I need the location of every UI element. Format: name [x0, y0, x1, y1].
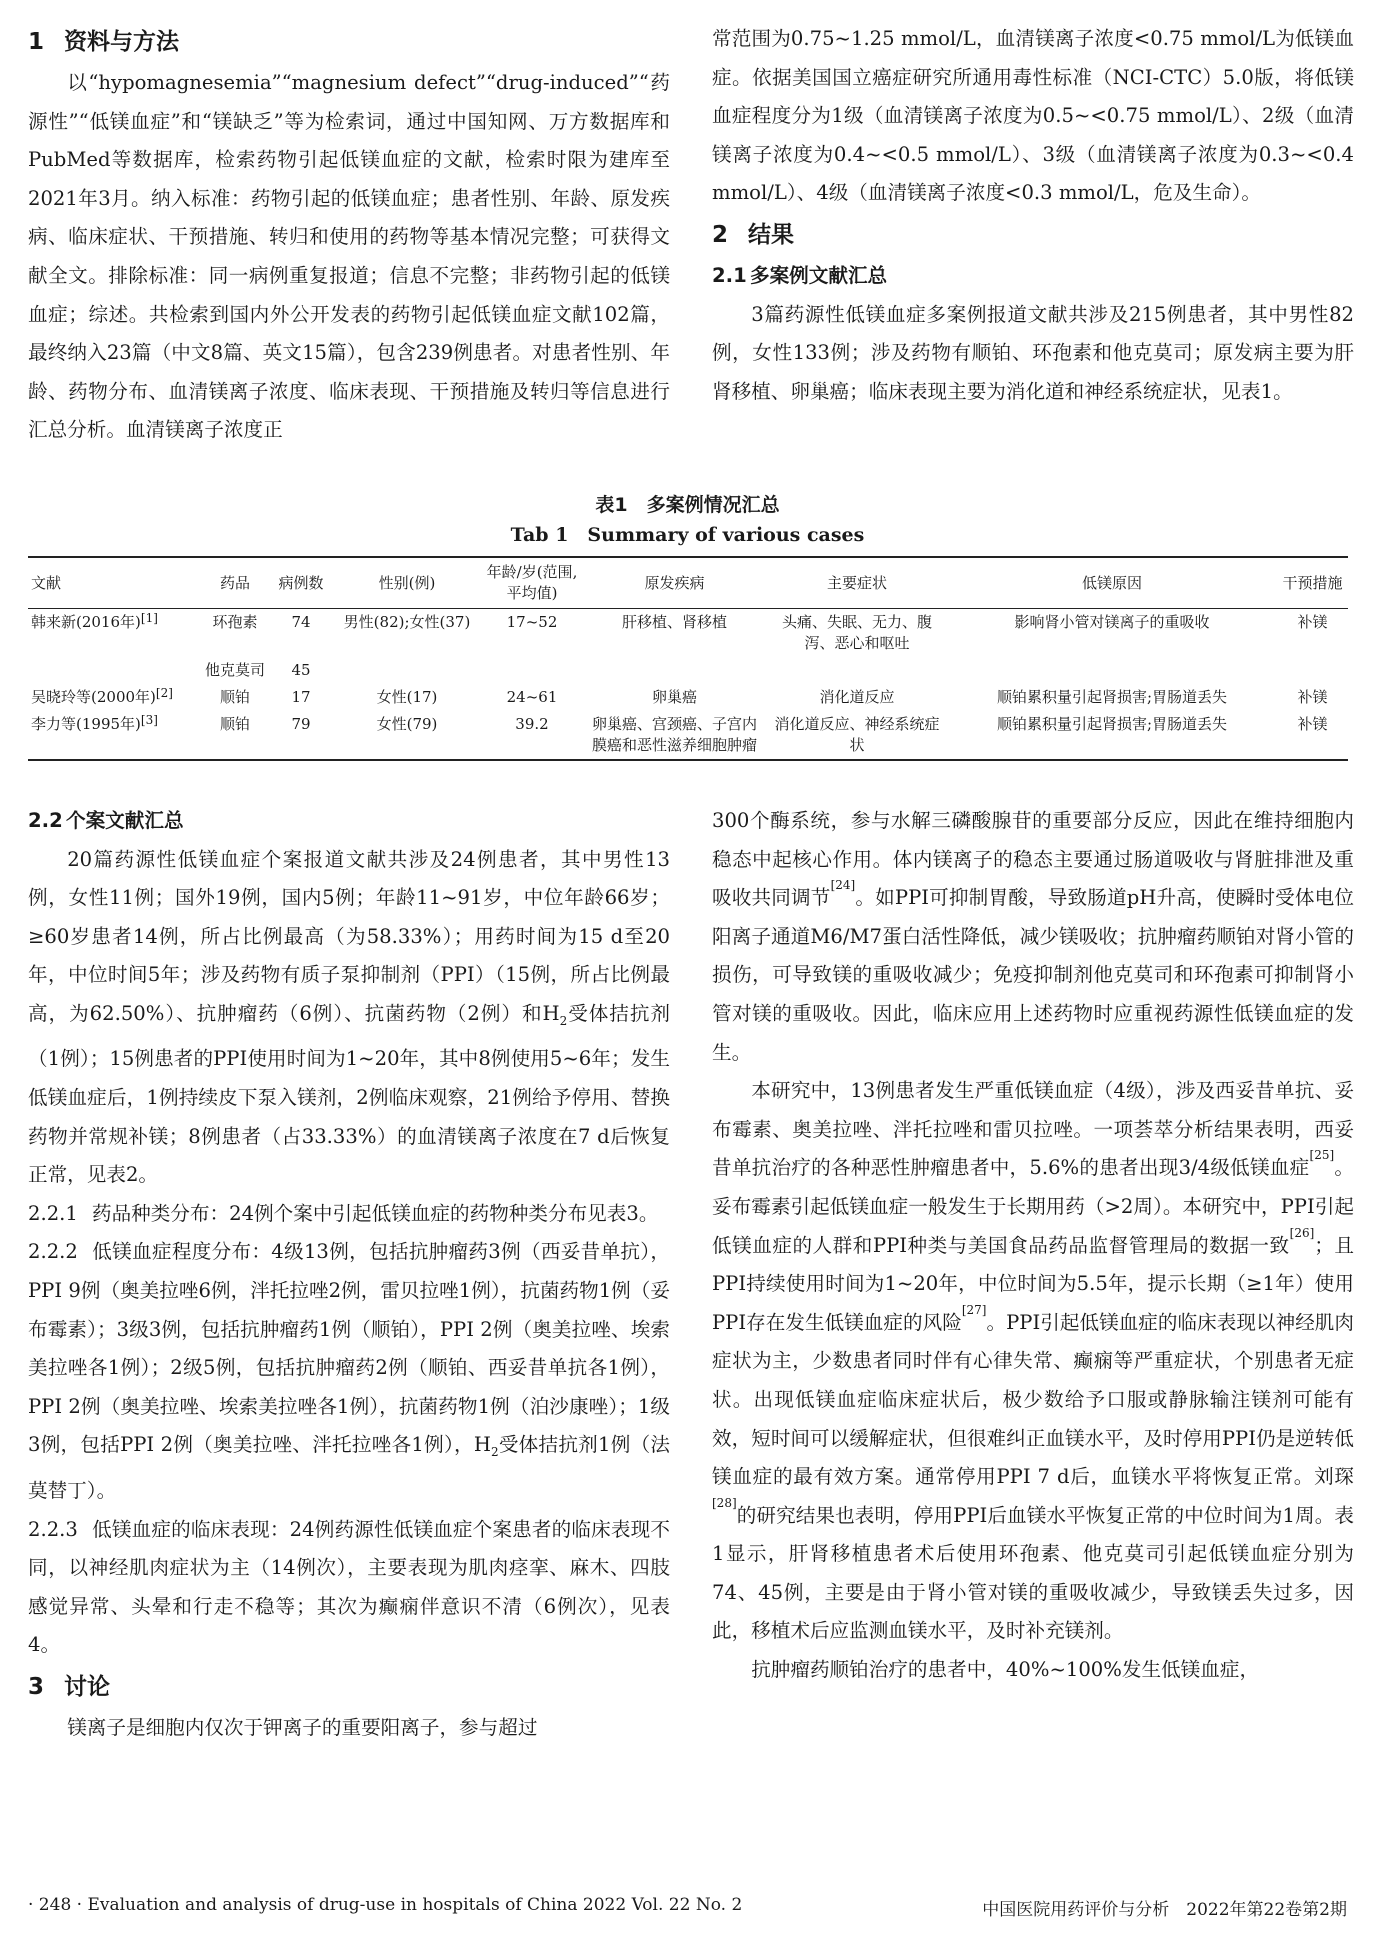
header-drug: 药品	[219, 573, 250, 592]
cell-sex: 女性(17)	[376, 688, 438, 706]
subsection-number: 2.2.3	[28, 1517, 78, 1541]
cell-sex: 女性(79)	[376, 715, 438, 733]
cell-cause: 顺铂累积量引起肾损害;胃肠道丢失	[996, 715, 1228, 733]
reference-text: 李力等(1995年)	[31, 715, 141, 733]
citation: [28]	[712, 1495, 737, 1510]
subscript: 2	[490, 1445, 499, 1460]
cell-disease: 卵巢癌	[651, 688, 697, 706]
cell-symptom: 消化道反应	[819, 688, 895, 706]
reference-text: 吴晓玲等(2000年)	[31, 688, 156, 706]
right-column-top	[712, 20, 1354, 411]
header-reference: 文献	[31, 573, 62, 592]
section-number: 2	[712, 221, 729, 248]
header-sex: 性别(例)	[378, 573, 436, 592]
cell-cases: 17	[291, 688, 311, 706]
subsection-title: 多案例文献汇总	[750, 263, 888, 287]
cell-drug: 顺铂	[219, 715, 250, 733]
section-2-heading	[712, 213, 1354, 257]
cell-cause	[947, 657, 1277, 684]
table-row	[28, 609, 1348, 658]
section-3-heading	[28, 1665, 670, 1709]
header-disease: 原发疾病	[644, 573, 705, 592]
cell-age: 17~52	[506, 613, 558, 631]
single-case-paragraph	[28, 841, 670, 1195]
cell-age	[482, 657, 582, 684]
section-number: 3	[28, 1673, 45, 1700]
cell-cause: 顺铂累积量引起肾损害;胃肠道丢失	[996, 688, 1228, 706]
header-cases: 病例数	[278, 573, 324, 592]
header-cause: 低镁原因	[1081, 573, 1142, 592]
section-number: 1	[28, 29, 45, 55]
cell-drug: 环孢素	[212, 613, 258, 631]
cell-disease: 肝移植、肾移植	[621, 613, 727, 631]
text-run: 受体拮抗剂1例（法莫替丁）。	[28, 1433, 670, 1502]
text-run: 本研究中，13例患者发生严重低镁血症（4级），涉及西妥昔单抗、妥布霉素、奥美拉唑、泮托拉唑和雷贝拉唑。一项荟萃分析结果表明，西妥昔单抗治疗的各种恶性肿瘤患者中，5.6%的患者出现3/4级低镁血症	[712, 1079, 1354, 1180]
cell-symptom	[767, 657, 947, 684]
cisplatin-paragraph: 抗肿瘤药顺铂治疗的患者中，40%~100%发生低镁血症，	[751, 1658, 1260, 1682]
header-symptom: 主要症状	[826, 573, 887, 592]
reference-marker: [1]	[140, 611, 158, 625]
left-column-bottom	[28, 802, 670, 1747]
text-run: 的研究结果也表明，停用PPI后血镁水平恢复正常的中位时间为1周。表1显示，肝肾移植患者术后使用环孢素、他克莫司引起低镁血症分别为74、45例，主要是由于肾小管对镁的重吸收减少，导致镁丢失过多，因此，移植术后应监测血镁水平，及时补充镁剂。	[712, 1503, 1354, 1643]
section-title: 结果	[748, 221, 794, 248]
subsection-number: 2.2.1	[28, 1201, 78, 1225]
cell-reference	[28, 657, 200, 684]
header-age: 年龄/岁(范围,平均值)	[486, 563, 578, 602]
subscript: 2	[559, 1013, 568, 1028]
citation: [25]	[1309, 1148, 1335, 1163]
cell-reference	[28, 684, 200, 711]
cell-cases: 45	[291, 661, 311, 679]
table-row	[28, 684, 1348, 711]
text-run: 。妥布霉素引起低镁血症一般发生于长期用药（>2周）。本研究中，PPI引起低镁血症的人群和PPI种类与美国食品药品监督管理局的数据一致	[712, 1156, 1355, 1257]
table-1-block	[0, 490, 1375, 754]
text-run: 20篇药源性低镁血症个案报道文献共涉及24例患者，其中男性13例，女性11例；国外19例，国内5例；年龄11~91岁，中位年龄66岁；≥60岁患者14例，所占比例最高（为58.33%）；用药时间为15 d至20年，中位时间5年；涉及药物有质子泵抑制剂（PPI）（15例，所占比例最高，为62.50%）、抗肿瘤药（6例）、抗菌药物（2例）和H	[28, 847, 670, 1025]
footer-right: 中国医院用药评价与分析 2022年第22卷第2期	[982, 1900, 1347, 1920]
cell-symptom: 头痛、失眠、无力、腹泻、恶心和呕吐	[781, 613, 932, 652]
text-run: 。PPI引起低镁血症的临床表现以神经肌肉症状为主，少数患者同时伴有心律失常、癫痫等严重症状，个别患者无症状。出现低镁血症临床症状后，极少数给予口服或静脉输注镁剂可能有效，短时间可以缓解症状，但很难纠正血镁水平，及时停用PPI仍是逆转低镁血症的最有效方案。通常停用PPI 7 d后，血镁水平将恢复正常。刘琛	[712, 1310, 1355, 1489]
subsection-number: 2.1	[712, 263, 747, 287]
methods-paragraph: 以“hypomagnesemia”“magnesium defect”“drug-induced”“药源性”“低镁血症”和“镁缺乏”等为检索词，通过中国知网、万方数据库和PubMed等数据库，检索药物引起低镁血症的文献，检索时限为建库至2021年3月。纳入标准：药物引起的低镁血症；患者性别、年龄、原发疾病、临床症状、干预措施、转归和使用的药物等基本情况完整；可获得文献全文。排除标准：同一病例重复报道；信息不完整；非药物引起的低镁血症；综述。共检索到国内外公开发表的药物引起低镁血症文献102篇，最终纳入23篇（中文8篇、英文15篇），包含239例患者。对患者性别、年龄、药物分布、血清镁离子浓度、临床表现、干预措施及转归等信息进行汇总分析。血清镁离子浓度正	[28, 71, 670, 442]
right-column-bottom	[712, 802, 1354, 1690]
cell-reference	[28, 609, 200, 658]
citation: [26]	[1289, 1225, 1315, 1240]
subsection-2-2-1	[28, 1195, 670, 1234]
cell-treatment	[1277, 657, 1348, 684]
cell-age: 24~61	[506, 688, 558, 706]
cell-drug: 他克莫司	[204, 661, 265, 679]
header-treatment: 干预措施	[1282, 573, 1343, 592]
table-header-row	[28, 557, 1348, 609]
subsection-2-2-2	[28, 1233, 670, 1510]
cell-drug: 顺铂	[219, 688, 250, 706]
subsection-number: 2.2.2	[28, 1240, 78, 1264]
cell-disease	[582, 657, 767, 684]
subsection-2-1-heading	[712, 257, 1354, 296]
cell-age: 39.2	[515, 715, 549, 733]
text-run: 受体拮抗剂（1例）；15例患者的PPI使用时间为1~20年，其中8例使用5~6年；发生低镁血症后，1例持续皮下泵入镁剂，2例临床观察，21例给予停用、替换药物并常规补镁；8例患者（占33.33%）的血清镁离子浓度在7 d后恢复正常，见表2。	[28, 1001, 670, 1187]
section-title: 讨论	[64, 1673, 110, 1700]
mechanism-paragraph	[712, 802, 1354, 1072]
reference-marker: [3]	[140, 713, 158, 727]
cell-symptom: 消化道反应、神经系统症状	[774, 715, 940, 754]
text-run: 低镁血症的临床表现：24例药源性低镁血症个案患者的临床表现不同，以神经肌肉症状为主（14例次），主要表现为肌肉痉挛、麻木、四肢感觉异常、头晕和行走不稳等；其次为癫痫伴意识不清（6例次），见表4。	[28, 1517, 670, 1657]
page-footer	[0, 1895, 1375, 1925]
table-caption-en: Tab 1 Summary of various cases	[510, 524, 865, 546]
section-1-heading	[28, 20, 670, 64]
cell-sex: 男性(82);女性(37)	[343, 613, 471, 631]
text-run: 300个酶系统，参与水解三磷酸腺苷的重要部分反应，因此在维持细胞内稳态中起核心作用。体内镁离子的稳态主要通过肠道吸收与肾脏排泄及重吸收共同调节	[712, 809, 1354, 910]
cell-cause: 影响肾小管对镁离子的重吸收	[1014, 613, 1210, 631]
text-run: 药品种类分布：24例个案中引起低镁血症的药物种类分布见表3。	[92, 1201, 659, 1225]
cell-sex	[332, 657, 482, 684]
table-caption-cn: 表1 多案例情况汇总	[595, 494, 780, 516]
text-run: 低镁血症程度分布：4级13例，包括抗肿瘤药3例（西妥昔单抗），PPI 9例（奥美拉唑6例，泮托拉唑2例，雷贝拉唑1例），抗菌药物1例（妥布霉素）；3级3例，包括抗肿瘤药1例（顺铂），PPI 2例（奥美拉唑、埃索美拉唑各1例）；2级5例，包括抗肿瘤药2例（顺铂、西妥昔单抗各1例），PPI 2例（奥美拉唑、埃索美拉唑各1例），抗菌药物1例（泊沙康唑）；1级3例，包括PPI 2例（奥美拉唑、泮托拉唑各1例），H	[28, 1240, 670, 1457]
cell-cases: 74	[291, 613, 311, 631]
table-row	[28, 657, 1348, 684]
cell-reference	[28, 711, 200, 760]
left-column-top	[28, 20, 670, 450]
subsection-2-2-3	[28, 1511, 670, 1665]
footer-left: · 248 · Evaluation and analysis of drug-use in hospitals of China 2022 Vol. 22 No. 2	[28, 1895, 743, 1915]
citation: [27]	[961, 1302, 987, 1317]
subsection-number: 2.2	[28, 809, 63, 832]
text-run: ；且PPI持续使用时间为1~20年，中位时间为5.5年，提示长期（≥1年）使用PPI存在发生低镁血症的风险	[712, 1233, 1355, 1334]
text-run: 。如PPI可抑制胃酸，导致肠道pH升高，使瞬时受体电位阳离子通道M6/M7蛋白活性降低，减少镁吸收；抗肿瘤药顺铂对肾小管的损伤，可导致镁的重吸收减少；免疫抑制剂他克莫司和环孢素可抑制肾小管对镁的重吸收。因此，临床应用上述药物时应重视药源性低镁血症的发生。	[712, 886, 1354, 1064]
subsection-title: 个案文献汇总	[66, 809, 184, 832]
reference-marker: [2]	[155, 686, 173, 700]
severity-paragraph	[712, 1072, 1354, 1651]
cell-cases: 79	[291, 715, 311, 733]
cell-treatment: 补镁	[1297, 715, 1328, 733]
discussion-paragraph: 镁离子是细胞内仅次于钾离子的重要阳离子，参与超过	[67, 1715, 538, 1739]
cell-disease: 卵巢癌、宫颈癌、子宫内膜癌和恶性滋养细胞肿瘤	[591, 715, 757, 754]
subsection-2-2-heading	[28, 802, 670, 841]
section-title: 资料与方法	[64, 29, 179, 55]
cell-treatment: 补镁	[1297, 688, 1328, 706]
summary-table	[28, 556, 1348, 761]
criteria-paragraph: 常范围为0.75~1.25 mmol/L，血清镁离子浓度<0.75 mmol/L为低镁血症。依据美国国立癌症研究所通用毒性标准（NCI-CTC）5.0版，将低镁血症程度分为1级（血清镁离子浓度为0.5~<0.75 mmol/L）、2级（血清镁离子浓度为0.4~<0.5 mmol/L）、3级（血清镁离子浓度为0.3~<0.4 mmol/L）、4级（血清镁离子浓度<0.3 mmol/L，危及生命）。	[712, 27, 1354, 205]
cell-treatment: 补镁	[1297, 613, 1328, 631]
table-row	[28, 711, 1348, 760]
reference-text: 韩来新(2016年)	[31, 613, 141, 631]
citation: [24]	[830, 878, 856, 893]
multi-case-paragraph: 3篇药源性低镁血症多案例报道文献共涉及215例患者，其中男性82例，女性133例；涉及药物有顺铂、环孢素和他克莫司；原发病主要为肝肾移植、卵巢癌；临床表现主要为消化道和神经系统症状，见表1。	[712, 302, 1354, 403]
